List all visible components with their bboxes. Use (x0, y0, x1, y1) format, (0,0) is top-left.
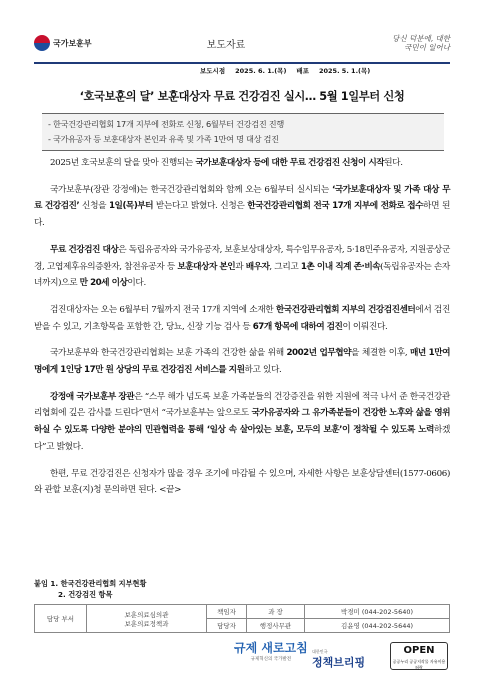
emphasis-text: 배우자 (245, 261, 270, 272)
person-1: 박경미 (044-202-5640) (305, 605, 450, 619)
slogan (340, 34, 450, 52)
body-paragraph (34, 389, 450, 456)
body-text: 하면 된다. (34, 201, 450, 229)
body-paragraph (34, 182, 450, 232)
release-info (200, 66, 370, 75)
emphasis-text: ‘국가보훈대상자 및 가족 대상 무료 건강검진’ (34, 184, 450, 212)
distribution-label: 배포 (296, 67, 309, 75)
body-text: 2025년 호국보훈의 달을 맞아 진행되는 (50, 158, 196, 168)
emphasis-text: 국가보훈대상자 등에 대한 무료 건강검진 신청이 시작 (195, 158, 385, 168)
emphasis-text: 1일(목)부터 (109, 201, 154, 212)
person-2: 김윤영 (044-202-5644) (305, 619, 450, 633)
logo3-sub: 공공누리 공공저작물 자유이용허락 (392, 659, 446, 670)
body-text: 은 독립유공자와 국가유공자, 보훈보상대상자, 특수임무유공자, 5·18민주유공자, 지원공상군경, 고엽제후유의증환자, 참전유공자 등 (34, 244, 451, 272)
emphasis-text: 67개 항목에 대하여 검진 (252, 321, 343, 332)
subtitle-line: - 국가유공자 등 보훈대상자 본인과 유족 및 가족 1만여 명 대상 검진 (48, 134, 279, 144)
body-text: 신청을 (79, 201, 110, 212)
emphasis-text: 한국건강관리협회 지부의 건강검진센터 (275, 304, 416, 315)
body-text: 하겠다”고 밝혔다. (34, 425, 450, 452)
logo2-sub: 대한민국 (312, 649, 328, 654)
policy-briefing-logo (312, 646, 365, 668)
dept-line-2: 보훈의료정책과 (124, 619, 169, 628)
emphasis-text: 매년 1만여 명에게 1인당 17만 원 상당의 무료 건강검진 서비스를 지원 (34, 348, 450, 376)
emphasis-text: 한국건강관리협회 전국 17개 지부에 전화로 접수 (247, 201, 424, 212)
press-header (34, 28, 450, 58)
regulation-refresh-logo (234, 642, 308, 666)
body-text: 을 체결한 이후, (351, 348, 410, 359)
body-text: 이 이뤄진다. (342, 321, 388, 332)
logo3-text: OPEN (403, 645, 435, 656)
attachments (34, 578, 146, 600)
body-paragraph (34, 345, 450, 378)
emphasis-text: 1촌 이내 직계 존·비속 (300, 261, 381, 272)
press-title: ‘호국보훈의 달’ 보훈대상자 무료 건강검진 실시… 5월 1일부터 신청 (79, 90, 405, 103)
body-text: 과 (235, 261, 246, 272)
ministry-logo (34, 35, 154, 51)
body-text: 한편, 무료 건강검진은 신청자가 많을 경우 조기에 마감될 수 있으며, 자세한 사항은 보훈상담센터(1577-0606)와 관할 보훈(지)청 문의하면 된다. <끝> (34, 468, 450, 496)
subtitle-line: - 한국건강관리협회 17개 지부에 전화로 신청, 6월부터 건강검진 진행 (48, 119, 284, 129)
header-divider (34, 62, 450, 64)
role-2: 담당자 (207, 619, 247, 633)
body-text: 받는다고 밝혔다. 신청은 (153, 201, 248, 212)
body-paragraph (34, 242, 450, 292)
org-name: 국가보훈부 (53, 38, 92, 48)
emphasis-text: 보훈대상자 본인 (177, 261, 236, 272)
contact-dept (87, 605, 207, 633)
body-paragraph (34, 155, 450, 172)
body-text: 된다. (384, 158, 403, 168)
dept-line-1: 보훈의료심의관 (124, 610, 169, 619)
logo1-sub: 규제혁신의 국가발전 (250, 657, 292, 662)
emphasis-text: 강정애 국가보훈부 장관 (50, 391, 135, 402)
role-1: 책임자 (207, 605, 247, 619)
body-text: 은 “스무 해가 넘도록 보훈 가족분들의 건강증진을 위한 지원에 적극 나서 준 한국건강관리협회에 깊은 감사를 드린다”면서 “국가보훈부는 앞으로도 (34, 391, 450, 419)
doc-type: 보도자료 (206, 39, 246, 51)
body-paragraph (34, 466, 450, 499)
body-text: 하고 있다. (244, 365, 282, 376)
subtitle-box (42, 113, 444, 151)
taegeuk-emblem-icon (34, 35, 50, 51)
emphasis-text: 무료 건강검진 대상 (50, 244, 119, 255)
emphasis-text: 국가유공자와 그 유가족분들이 건강한 노후와 삶을 영위하실 수 있도록 다양한 분야의 민관협력을 통해 ‘일상 속 살아있는 보훈, 모두의 보훈’이 정착될 수 있도록 노력 (34, 408, 450, 436)
contact-table (34, 604, 450, 633)
attachment-line-1: 붙임 1. 한국건강관리협회 지부현황 (34, 579, 147, 588)
contact-label: 담당 부서 (35, 605, 87, 633)
logo2-text: 정책브리핑 (312, 656, 366, 669)
body-text: 검진대상자는 오는 6월부터 7월까지 전국 17개 지역에 소재한 (50, 304, 276, 315)
attachment-line-2: 2. 건강검진 항목 (58, 590, 113, 599)
body-paragraph (34, 302, 450, 335)
footer-logos (34, 640, 450, 674)
open-license-logo (390, 642, 448, 670)
body-text: 국가보훈부(장관 강정애)는 한국건강관리협회와 함께 오는 6월부터 실시되는 (50, 184, 332, 195)
article-body (34, 155, 450, 509)
body-text: (독립유공자는 손자녀까지)으로 (34, 261, 450, 289)
emphasis-text: 만 20세 이상 (79, 278, 128, 289)
body-text: 에서 검진받을 수 있고, 기초항목을 포함한 간, 당뇨, 신장 기능 검사 등 (34, 304, 450, 332)
position-1: 과 장 (247, 605, 305, 619)
body-text: 국가보훈부와 한국건강관리협회는 보훈 가족의 건강한 삶을 위해 (50, 348, 287, 359)
position-2: 행정사무관 (247, 619, 305, 633)
body-text: , 그리고 (269, 261, 301, 272)
emphasis-text: 2002년 업무협약 (286, 348, 352, 359)
release-time: 2025. 6. 1.(목) (235, 67, 287, 75)
release-time-label: 보도시점 (200, 67, 226, 75)
distribution-date: 2025. 5. 1.(목) (318, 67, 371, 75)
logo1-text: 규제 새로고침 (234, 641, 308, 655)
slogan-line-2: 국민이 일어나 (404, 43, 450, 52)
body-text: 이다. (127, 278, 146, 289)
slogan-line-1: 당신 덕분에, 대한 (392, 34, 450, 43)
